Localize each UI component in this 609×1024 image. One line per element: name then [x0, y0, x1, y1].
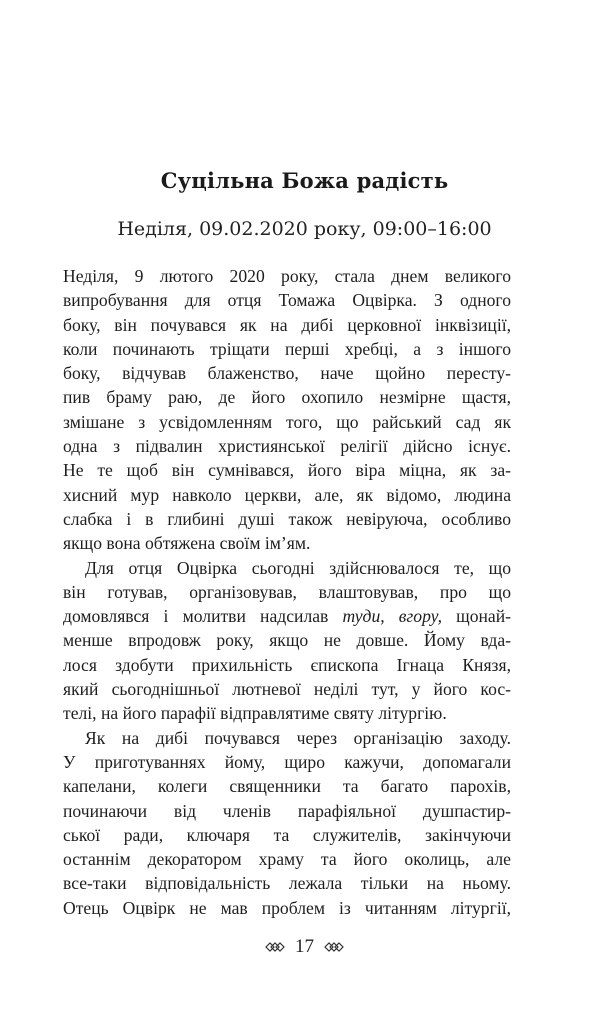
ornament-icon	[324, 941, 344, 953]
text-line: починаючи від членів парафіяльної душпастир-	[63, 800, 511, 821]
text-line: Неділя, 9 лютого 2020 року, стала днем великого	[63, 266, 511, 286]
text-line: останнім декоратором храму та його околиць, але	[63, 849, 511, 870]
text-line: пив браму раю, де його охопило незмірне щастя,	[63, 387, 511, 408]
body-text	[63, 264, 511, 920]
text-line: капелани, колеги священники та багато парохів,	[63, 776, 511, 797]
text-line: який сьогоднішньої лютневої неділі тут, у його кос-	[63, 679, 511, 700]
text-line: він готував, організовував, влаштовував, про що	[63, 581, 511, 602]
text-line: менше впродовж року, якщо не довше. Йому вда-	[63, 630, 511, 651]
text-line: хисний мур навколо церкви, але, як відомо, людина	[63, 484, 511, 505]
text-line: коли починають тріщати перші хребці, а з іншого	[63, 338, 511, 359]
text-line: ської ради, ключаря та служителів, закінчуючи	[63, 824, 511, 845]
text-line: якщо вона обтяжена своїм ім’ям.	[63, 533, 311, 554]
chapter-title: Суцільна Божа радість	[160, 168, 449, 193]
text-line: боку, він почувався як на дибі церковної інквізиції,	[63, 314, 511, 335]
text-line: У приготуваннях йому, щиро кажучи, допомагали	[63, 751, 511, 772]
text-segment: щонай-	[442, 606, 511, 627]
italic-text: туди, вгору,	[342, 606, 442, 627]
text-line: Для отця Оцвірка сьогодні здійснювалося те, що	[85, 557, 511, 578]
text-line: одна з підвалин християнської релігії дійсно існує.	[63, 436, 511, 457]
text-line: слабка і в глибині душі також невіруюча, особливо	[63, 508, 511, 529]
text-line: Не те щоб він сумнівався, його віра міцна, як за-	[63, 460, 511, 481]
text-segment: домовлявся і молитви надсилав	[63, 606, 343, 627]
text-line: все-таки відповідальність лежала тільки на ньому.	[63, 873, 511, 894]
text-line: Отець Оцвірк не мав проблем із читанням літургії,	[63, 897, 511, 918]
text-line: телі, на його парафії відправлятиме святу літургію.	[63, 703, 447, 724]
chapter-subtitle: Неділя, 09.02.2020 року, 09:00–16:00	[117, 218, 492, 240]
page-number: 17	[295, 936, 314, 957]
text-line	[63, 604, 511, 628]
ornament-icon	[265, 941, 285, 953]
text-line: Як на дибі почувався через організацію заходу.	[85, 727, 511, 748]
text-line: змішане з усвідомленням того, що райський сад як	[63, 411, 511, 432]
text-line: лося здобути прихильність єпископа Ігнаца Князя,	[63, 654, 511, 675]
text-line: випробування для отця Томажа Оцвірка. З одного	[63, 290, 511, 311]
page-footer	[0, 936, 609, 958]
text-line: боку, відчував блаженство, наче щойно пересту-	[63, 363, 511, 384]
